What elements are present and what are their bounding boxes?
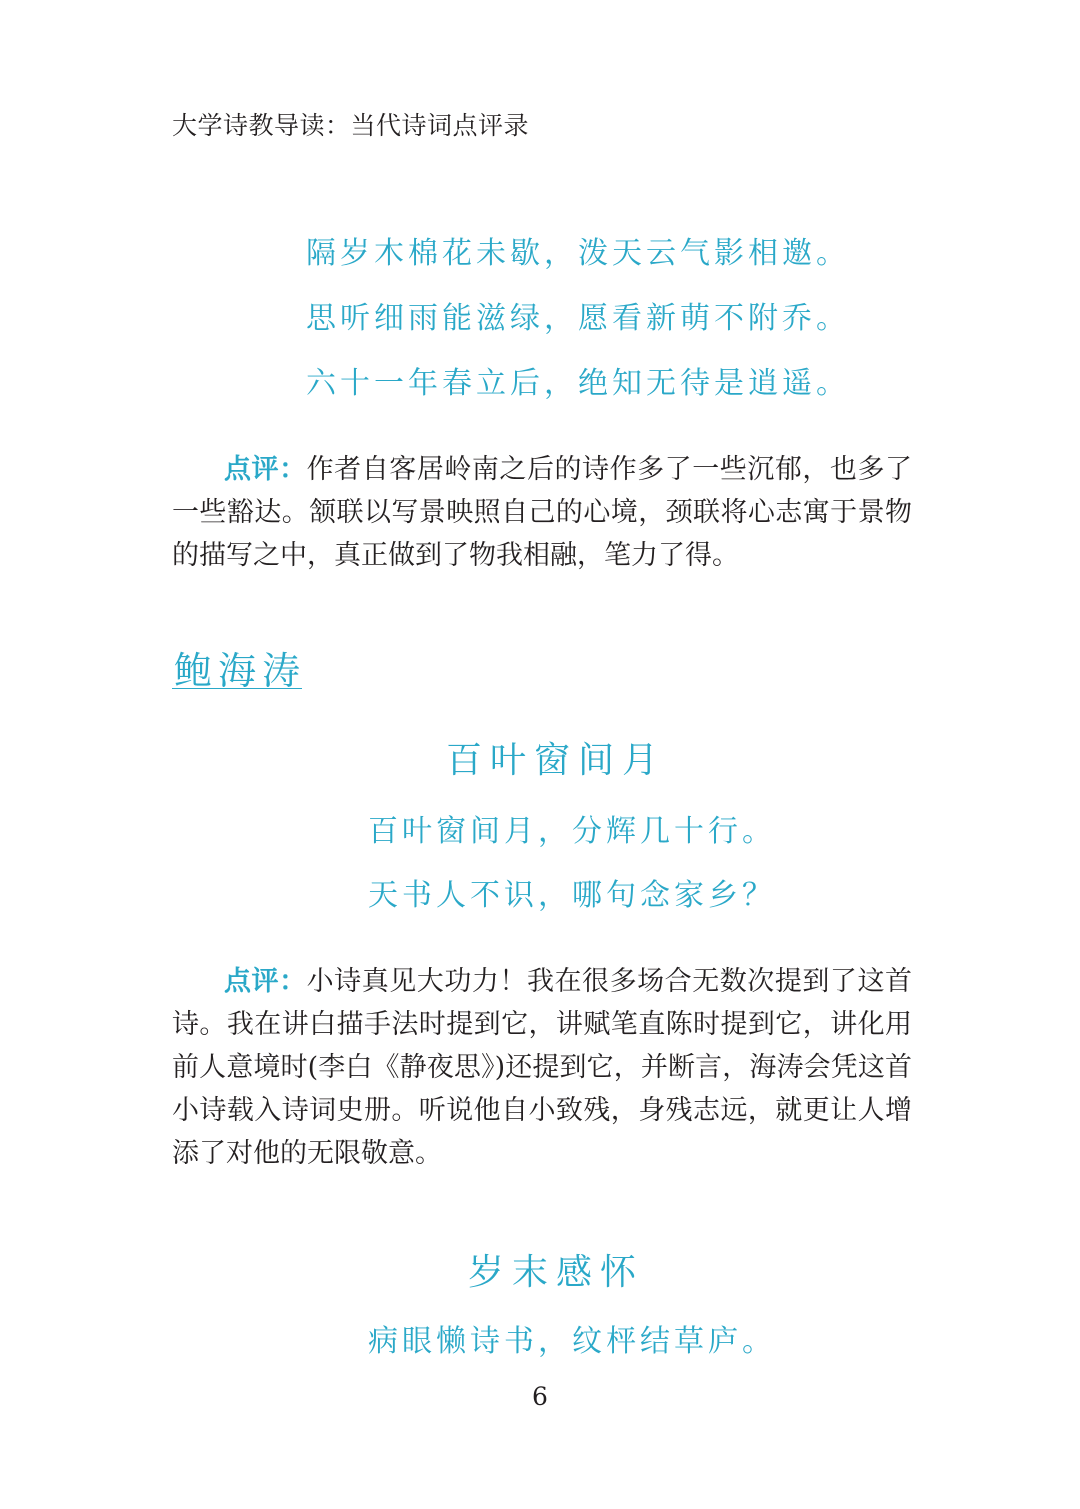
comment-text: 小诗真见大功力！我在很多场合无数次提到了这首诗。我在讲白描手法时提到它，讲赋笔直陈时提到它，讲化用前人意境时(李白《静夜思》)还提到它，并断言，海涛会凭这首小诗载入诗词史册。听说他自小致残，身残志远，就更让人增添了对他的无限敬意。	[172, 966, 912, 1169]
comment-label: 点评：	[224, 966, 307, 997]
author-underline	[172, 688, 302, 689]
comment-block	[172, 448, 912, 577]
page-number: 6	[532, 1382, 548, 1411]
poem-title: 百叶窗间月	[446, 740, 667, 781]
author-heading: 鲍海涛	[174, 649, 307, 693]
page-header: 大学诗教导读：当代诗词点评录	[172, 111, 530, 140]
poem-line: 病眼懒诗书，纹枰结草庐。	[368, 1324, 776, 1359]
poem-line: 隔岁木棉花未歇，泼天云气影相邀。	[306, 236, 850, 271]
poem-line: 百叶窗间月，分辉几十行。	[368, 814, 776, 849]
poem-line: 六十一年春立后，绝知无待是逍遥。	[306, 366, 850, 401]
poem-title: 岁末感怀	[468, 1252, 645, 1293]
comment-block	[172, 960, 912, 1175]
poem-line: 思听细雨能滋绿，愿看新萌不附乔。	[306, 301, 850, 336]
comment-text: 作者自客居岭南之后的诗作多了一些沉郁，也多了一些豁达。颔联以写景映照自己的心境，颈联将心志寓于景物的描写之中，真正做到了物我相融，笔力了得。	[172, 454, 912, 571]
poem-line: 天书人不识，哪句念家乡？	[368, 878, 776, 913]
comment-label: 点评：	[224, 454, 307, 485]
